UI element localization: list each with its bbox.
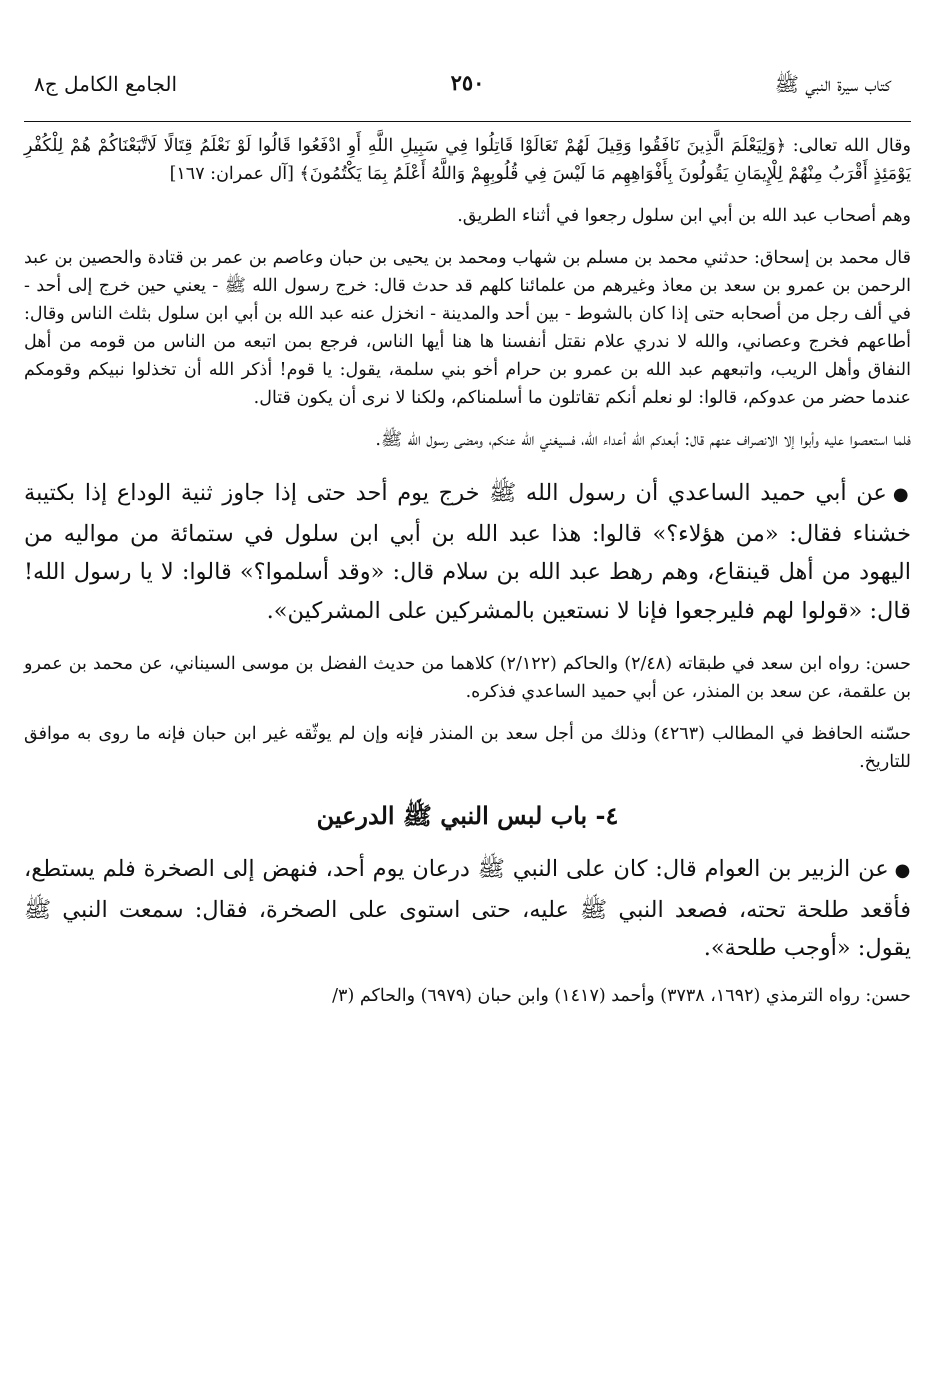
quran-verse-paragraph: وقال الله تعالى: ﴿وَلِيَعْلَمَ الَّذِينَ نَافَقُوا وَقِيلَ لَهُمْ تَعَالَوْا قَاتِلُوا فِي سَبِيلِ اللَّهِ أَوِ ادْفَعُوا قَالُوا لَوْ نَعْلَمُ قِتَالًا لَاتَّبَعْنَاكُمْ هُمْ لِلْكُفْرِ يَوْمَئِذٍ أَقْرَبُ مِنْهُمْ لِلْإِيمَانِ يَقُولُونَ بِأَفْوَاهِهِم مَا لَيْسَ فِي قُلُوبِهِمْ وَاللَّهُ أَعْلَمُ بِمَا يَكْتُمُونَ﴾ [آل عمران: ١٦٧] [24, 136, 911, 184]
explanation-paragraph: وهم أصحاب عبد الله بن أبي ابن سلول رجعوا في أثناء الطريق. [457, 206, 911, 226]
header-book-title: كتاب سيرة النبي ﷺ [774, 72, 891, 96]
hadith-text: عن الزبير بن العوام قال: كان على النبي ﷺ درعان يوم أحد، فنهض إلى الصخرة فلم يستطع، فأقعد طلحة تحته، فصعد النبي ﷺ عليه، حتى استوى على الصخرة، فقال: سمعت النبي ﷺ يقول: «أوجب طلحة». [24, 856, 911, 961]
header-volume-title: الجامع الكامل ج٨ [34, 72, 178, 96]
hadith-zubair [24, 850, 911, 968]
bullet-icon: ● [894, 860, 911, 881]
page-header [24, 0, 911, 122]
chapter-heading: ٤- باب لبس النبي ﷺ الدرعين [316, 801, 619, 830]
hadith-text: عن أبي حميد الساعدي أن رسول الله ﷺ خرج يوم أحد حتى إذا جاوز ثنية الوداع إذا بكتيبة خشناء فقال: «من هؤلاء؟» قالوا: هذا عبد الله بن أبي ابن سلول في ستمائة من مواليه من اليهود من أهل قينقاع، وهم رهط عبد الله بن سلام قال: «وقد أسلموا؟» قالوا: لا يا رسول الله! قال: «قولوا لهم فليرجعوا فإنا لا نستعين بالمشركين على المشركين». [24, 480, 911, 624]
takhrij-note: حسن: رواه ابن سعد في طبقاته (٢/٤٨) والحاكم (٢/١٢٢) كلاهما من حديث الفضل بن موسى السيناني، عن محمد بن عمرو بن علقمة، عن سعد بن المنذر، عن أبي حميد الساعدي فذكره. [24, 654, 911, 702]
page-number: ٢٥٠ [450, 70, 485, 95]
narration-continuation: فلما استعصوا عليه وأبوا إلا الانصراف عنهم قال: أبعدكم الله أعداء الله، فسيغني الله عنكم، ومضى رسول الله ﷺ. [375, 430, 911, 450]
ibn-ishaq-narration: قال محمد بن إسحاق: حدثني محمد بن مسلم بن شهاب ومحمد بن يحيى بن حبان وعاصم بن عمر بن قتادة والحصين بن عبد الرحمن بن عمرو بن سعد بن معاذ وغيرهم من علمائنا كلهم قد حدث قال: خرج رسول الله ﷺ - يعني حين خرج إلى أحد - في ألف رجل من أصحابه حتى إذا كان بالشوط - بين أحد والمدينة - انخزل عنه عبد الله بن أبي ابن سلول بثلث الناس وقال: أطاعهم فخرج وعصاني، والله لا ندري علام نقتل أنفسنا ها هنا أيها الناس، فرجع بمن اتبعه من الناس من قومه من أهل النفاق وأهل الريب، واتبعهم عبد الله بن عمرو بن حرام أخو بني سلمة، يقول: يا قوم! أذكر الله أن تخذلوا نبيكم وقومكم عندما حضر من عدوكم، قالوا: لو نعلم أنكم تقاتلون ما أسلمناكم، ولكنا لا نرى أن يكون قتال. [24, 248, 911, 408]
takhrij-note-2: حسن: رواه الترمذي (١٦٩٢، ٣٧٣٨) وأحمد (١٤١٧) وابن حبان (٦٩٧٩) والحاكم (٣/ [332, 985, 911, 1006]
bullet-icon: ● [892, 484, 912, 505]
hadith-abu-humaid [24, 474, 911, 630]
grading-note: حسّنه الحافظ في المطالب (٤٢٦٣) وذلك من أجل سعد بن المنذر فإنه وإن لم يوثّقه غير ابن حبان فإنه ما روى به موافق للتاريخ. [24, 724, 912, 772]
page-body [24, 122, 911, 1010]
